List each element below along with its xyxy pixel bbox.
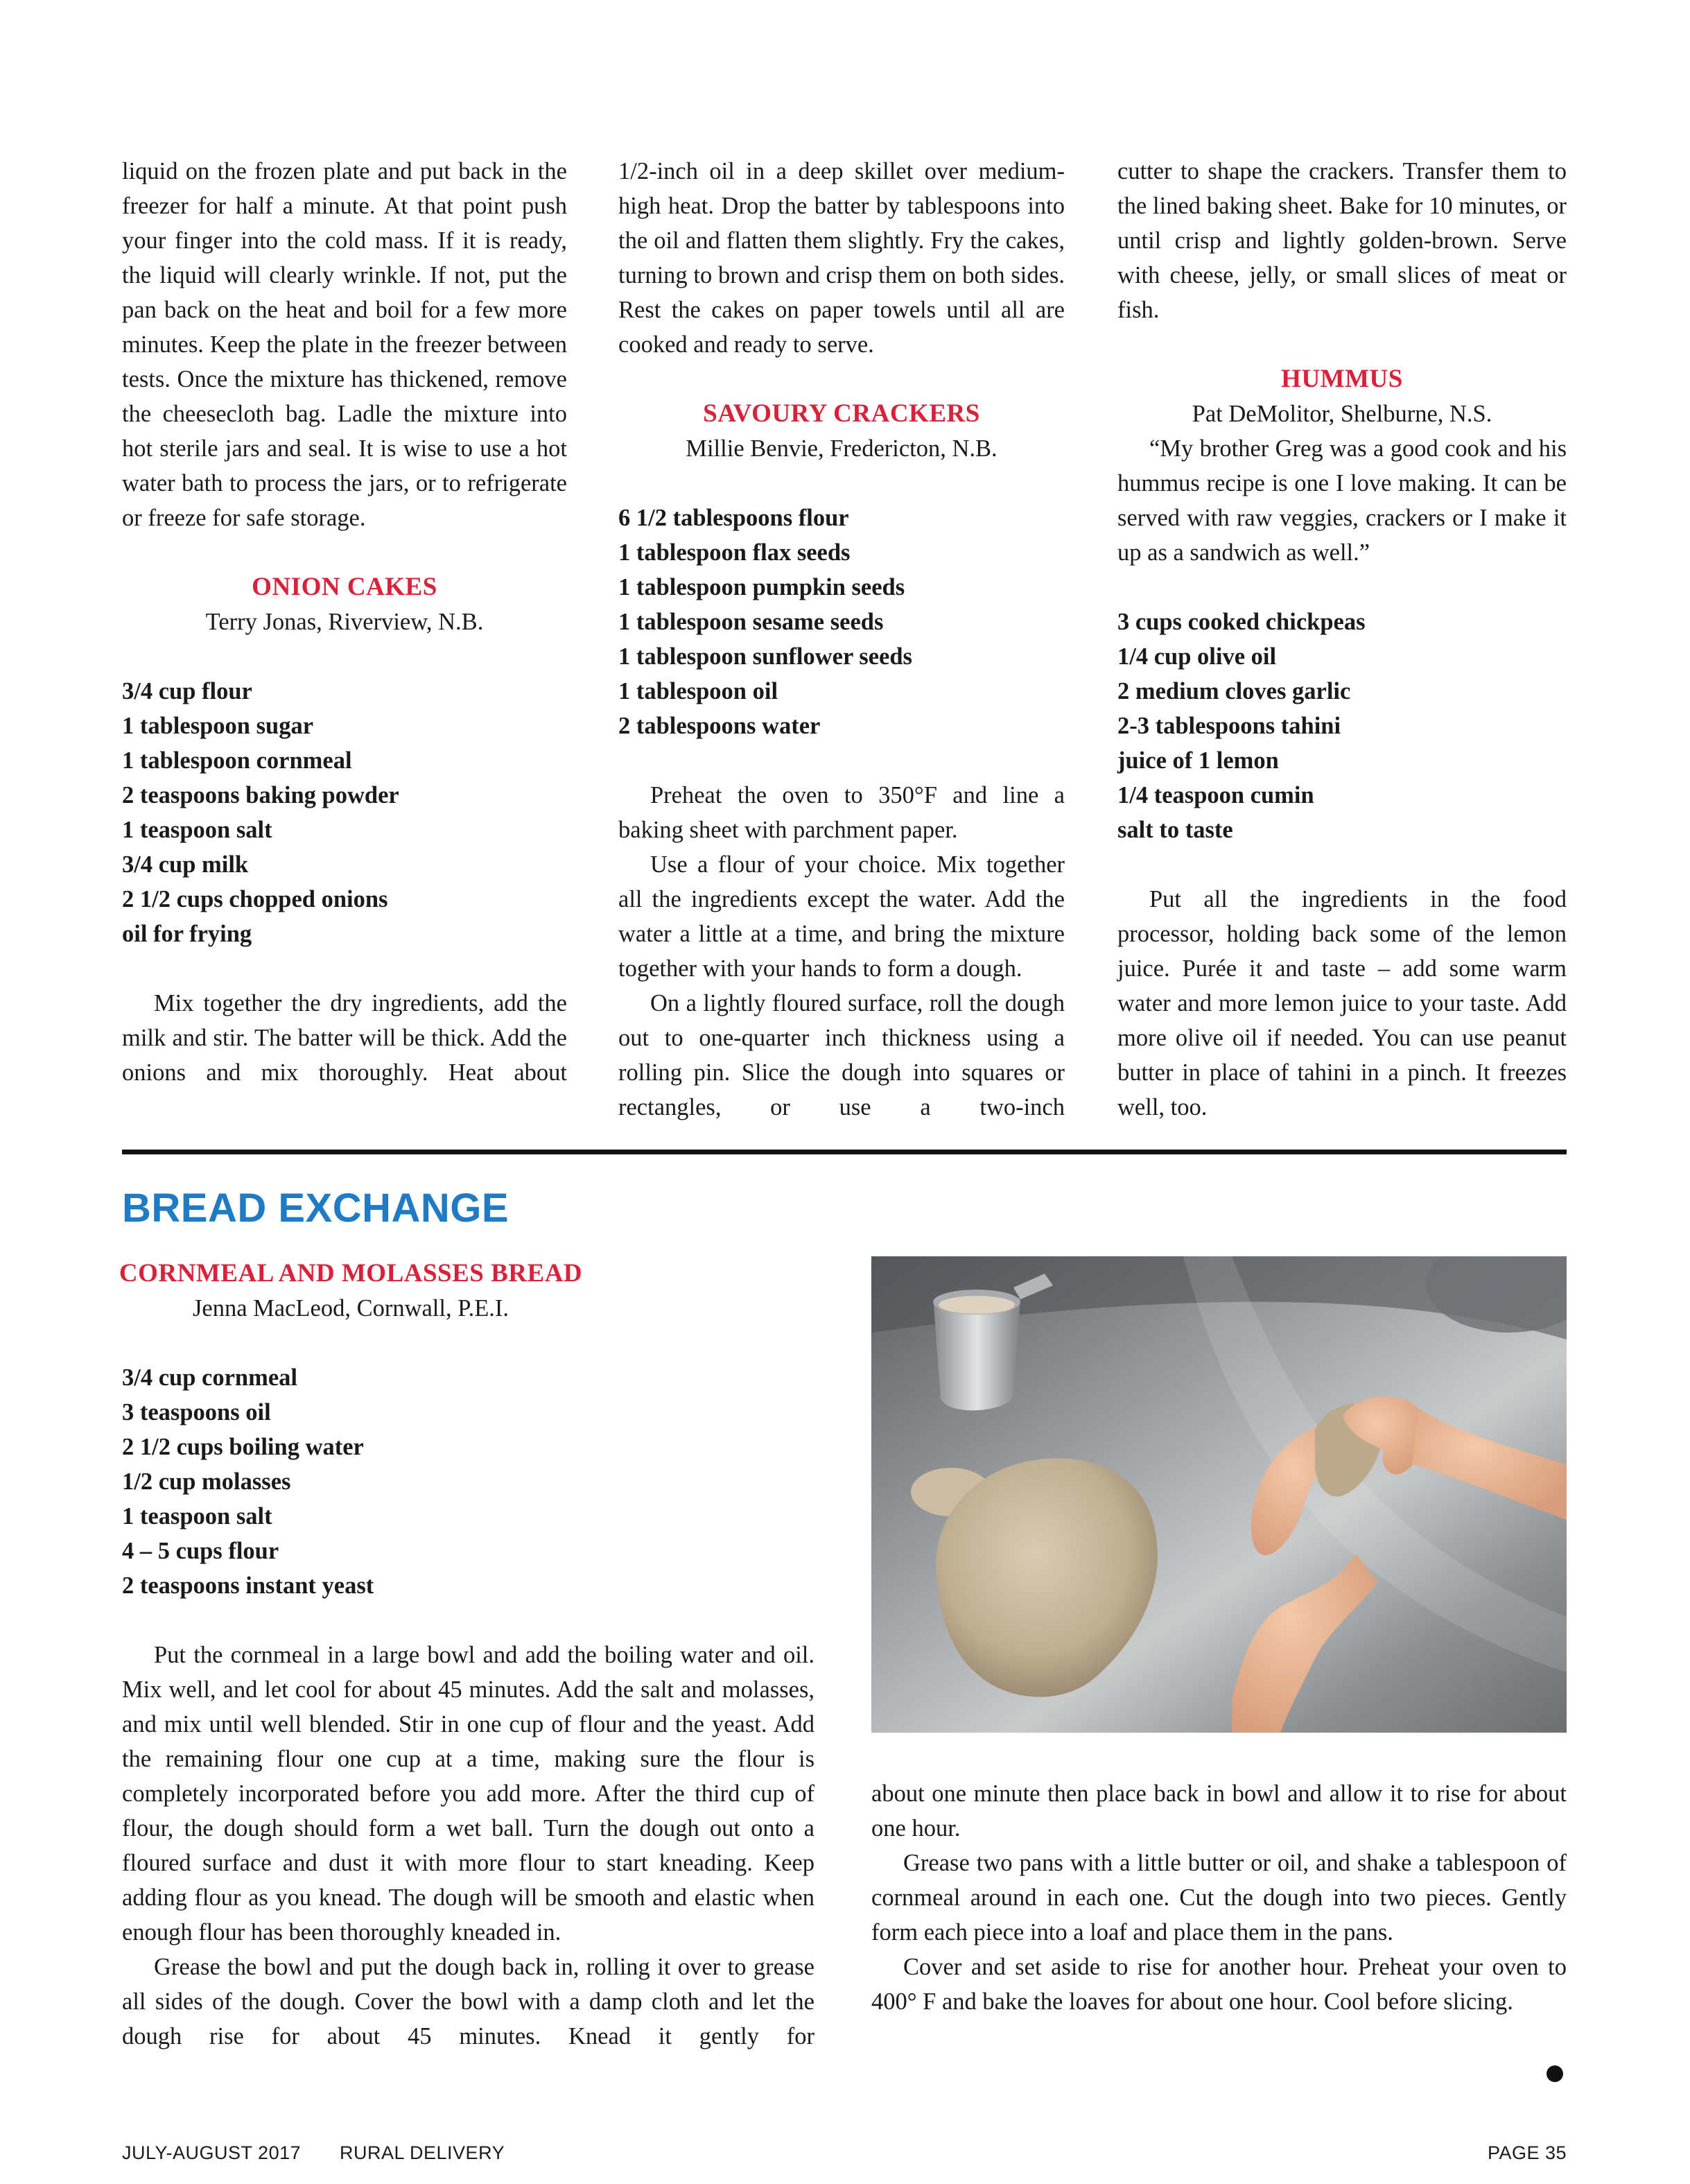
byline-hummus: Pat DeMolitor, Shelburne, N.S. bbox=[1192, 401, 1492, 427]
method-paragraph: Cover and set aside to rise for another hour. Preheat your oven to 400° F and bake the loaves for about one hour. Cool before slicing. bbox=[871, 1954, 1567, 2015]
ingredient: 2 tablespoons water bbox=[618, 713, 821, 739]
byline-onion-cakes: Terry Jonas, Riverview, N.B. bbox=[205, 609, 484, 635]
ingredient: 1/4 teaspoon cumin bbox=[1117, 782, 1314, 808]
footer-issue: JULY-AUGUST 2017 bbox=[122, 2142, 302, 2163]
ingredient: 2 teaspoons baking powder bbox=[122, 782, 399, 808]
method-paragraph: On a lightly floured surface, roll the dough out to one-quarter inch thickness using a rolling pin. Slice the dough into squares or rectangles, or use a two-inch bbox=[618, 990, 1065, 1120]
ingredient: 1 tablespoon pumpkin seeds bbox=[618, 574, 905, 600]
ingredient: 1 tablespoon oil bbox=[618, 678, 778, 704]
ingredient: 2 1/2 cups chopped onions bbox=[122, 886, 388, 912]
byline-cornmeal-bread: Jenna MacLeod, Cornwall, P.E.I. bbox=[192, 1295, 509, 1321]
end-of-article-bullet bbox=[1547, 2065, 1563, 2082]
method-paragraph: Mix together the dry ingredients, add the milk and stir. The batter will be thick. Add the onions and mix thoroughly. Heat about bbox=[122, 990, 567, 1086]
ingredient: 1 tablespoon sesame seeds bbox=[618, 609, 884, 635]
section-title: BREAD EXCHANGE bbox=[122, 1186, 509, 1231]
ingredient: 1 tablespoon flax seeds bbox=[618, 539, 851, 566]
ingredient: 2 medium cloves garlic bbox=[1117, 678, 1351, 704]
col2-continuation: 1/2-inch oil in a deep skillet over medium-high heat. Drop the batter by tablespoons into the oil and flatten them slightly. Fry the cakes, turning to brown and crisp them on both sides. Rest the cakes on paper towels until all are cooked and ready to serve. bbox=[618, 158, 1065, 358]
bread-recipe-column bbox=[119, 1256, 814, 2054]
method-paragraph: about one minute then place back in bowl and allow it to rise for about one hour. bbox=[871, 1780, 1567, 1841]
bread-recipe-continuation bbox=[871, 1776, 1567, 2019]
ingredient: oil for frying bbox=[122, 921, 252, 947]
method-paragraph: Use a flour of your choice. Mix together all the ingredients except the water. Add the water a little at a time, and bring the mixture together with your hands to form a dough. bbox=[618, 851, 1065, 982]
column-2 bbox=[618, 154, 1065, 1125]
ingredient-list bbox=[1117, 605, 1567, 847]
col1-continuation: liquid on the frozen plate and put back in the freezer for half a minute. At that point push your finger into the cold mass. If it is ready, the liquid will clearly wrinkle. If not, put the pan back on the heat and boil for a few more minutes. Keep the plate in the freezer between tests. Once the mixture has thickened, remove the cheesecloth bag. Ladle the mixture into hot sterile jars and seal. It is wise to use a hot water bath to process the jars, or to refrigerate or freeze for safe storage. bbox=[122, 158, 567, 531]
ingredient: 2 teaspoons instant yeast bbox=[122, 1572, 374, 1599]
method-paragraph: Grease the bowl and put the dough back in, rolling it over to grease all sides of the dough. Cover the bowl with a damp cloth and let the dough rise for about 45 minutes. Knead it gently for bbox=[122, 1954, 814, 2049]
ingredient: 3/4 cup flour bbox=[122, 678, 252, 704]
footer-page-number: PAGE 35 bbox=[1487, 2142, 1567, 2163]
ingredient: 1/2 cup molasses bbox=[122, 1468, 291, 1495]
ingredient: 2 1/2 cups boiling water bbox=[122, 1434, 364, 1460]
ingredient: 2-3 tablespoons tahini bbox=[1117, 713, 1341, 739]
section-divider-rule bbox=[122, 1150, 1567, 1154]
ingredient: 3 teaspoons oil bbox=[122, 1399, 271, 1425]
dough-kneading-photo bbox=[871, 1256, 1567, 1733]
ingredient: 4 – 5 cups flour bbox=[122, 1538, 279, 1564]
method-paragraph: Preheat the oven to 350°F and line a baking sheet with parchment paper. bbox=[618, 782, 1065, 843]
recipe-title-onion-cakes: ONION CAKES bbox=[252, 573, 437, 601]
recipe-title-savoury-crackers: SAVOURY CRACKERS bbox=[703, 399, 980, 428]
ingredient-list bbox=[122, 674, 567, 951]
recipe-title-hummus: HUMMUS bbox=[1281, 365, 1403, 393]
ingredient: juice of 1 lemon bbox=[1117, 747, 1279, 774]
method-paragraph: Put all the ingredients in the food processor, holding back some of the lemon juice. Purée it and taste – add some warm water and more lemon juice to your taste. Add more olive oil if needed. You can use peanut butter in place of tahini in a pinch. It freezes well, too. bbox=[1117, 886, 1567, 1120]
ingredient: 1 tablespoon cornmeal bbox=[122, 747, 352, 774]
ingredient-list bbox=[618, 501, 1065, 743]
method-paragraph: Put the cornmeal in a large bowl and add the boiling water and oil. Mix well, and let cool for about 45 minutes. Add the salt and molasses, and mix until well blended. Stir in one cup of flour and the yeast. Add the remaining flour one cup at a time, making sure the flour is completely incorporated before you add more. After the third cup of flour, the dough should form a wet ball. Turn the dough out onto a floured surface and dust it with more flour to start kneading. Keep adding flour as you knead. The dough will be smooth and elastic when enough flour has been thoroughly kneaded in. bbox=[122, 1642, 814, 1945]
ingredient: 1 tablespoon sunflower seeds bbox=[618, 643, 912, 670]
ingredient: 1/4 cup olive oil bbox=[1117, 643, 1277, 670]
ingredient: 6 1/2 tablespoons flour bbox=[618, 505, 849, 531]
recipe-quote: “My brother Greg was a good cook and his hummus recipe is one I love making. It can be served with raw veggies, crackers or I make it up as a sandwich as well.” bbox=[1117, 435, 1567, 566]
col3-continuation: cutter to shape the crackers. Transfer them to the lined baking sheet. Bake for 10 minutes, or until crisp and lightly golden-brown. Serve with cheese, jelly, or small slices of meat or fish. bbox=[1117, 158, 1567, 323]
ingredient: 1 teaspoon salt bbox=[122, 1503, 272, 1529]
ingredient: 3/4 cup milk bbox=[122, 851, 249, 878]
footer-magazine: RURAL DELIVERY bbox=[340, 2142, 505, 2163]
ingredient-list bbox=[122, 1360, 814, 1603]
column-3 bbox=[1117, 154, 1567, 1125]
recipe-title-cornmeal-bread: CORNMEAL AND MOLASSES BREAD bbox=[119, 1259, 583, 1288]
ingredient: 1 tablespoon sugar bbox=[122, 713, 314, 739]
ingredient: 3/4 cup cornmeal bbox=[122, 1364, 297, 1391]
ingredient: 3 cups cooked chickpeas bbox=[1117, 609, 1366, 635]
ingredient: 1 teaspoon salt bbox=[122, 817, 272, 843]
ingredient: salt to taste bbox=[1117, 817, 1233, 843]
method-paragraph: Grease two pans with a little butter or oil, and shake a tablespoon of cornmeal around in each one. Cut the dough into two pieces. Gently form each piece into a loaf and place them in the pans. bbox=[871, 1850, 1567, 1945]
column-1 bbox=[122, 154, 567, 1090]
byline-savoury-crackers: Millie Benvie, Fredericton, N.B. bbox=[686, 435, 998, 462]
